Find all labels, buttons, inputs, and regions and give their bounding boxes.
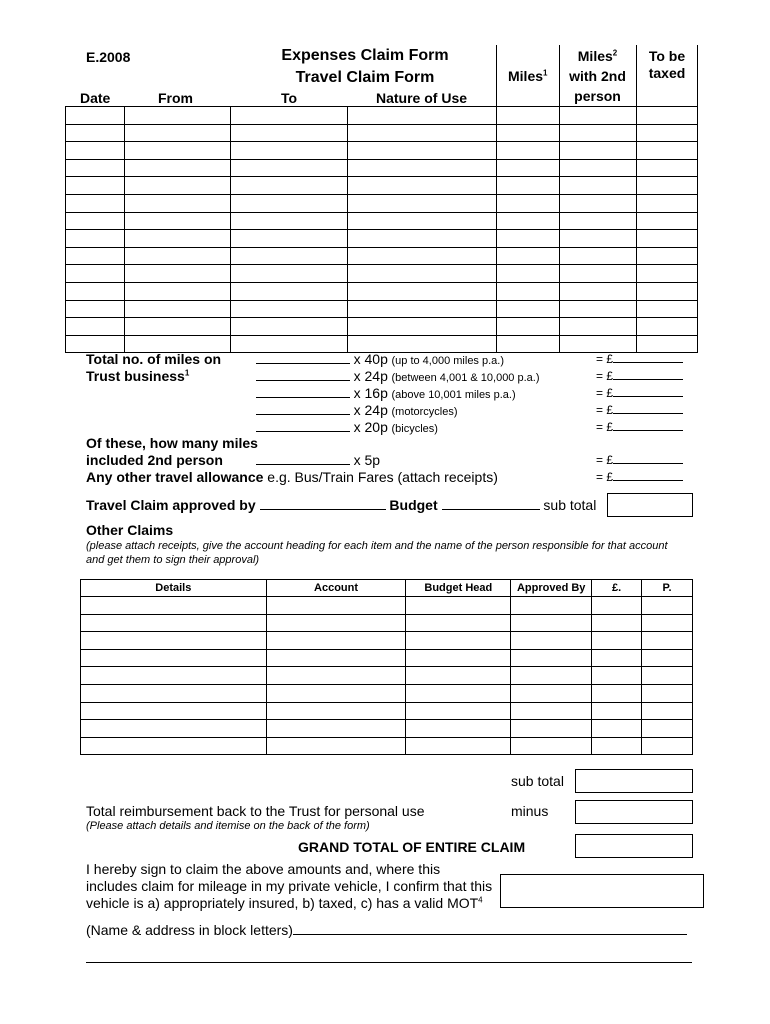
travel-cell[interactable] <box>66 177 125 195</box>
travel-cell[interactable] <box>637 107 698 125</box>
other-claims-note: (please attach receipts, give the account heading for each item and the name of the person responsible for that account and get them to sign their approval) <box>86 540 668 566</box>
travel-cell[interactable] <box>637 318 698 336</box>
travel-cell[interactable] <box>637 230 698 248</box>
claims-cell[interactable] <box>511 684 592 702</box>
travel-row <box>66 282 698 300</box>
miles-field[interactable] <box>256 363 350 364</box>
travel-row <box>66 142 698 160</box>
claims-cell[interactable] <box>406 720 511 738</box>
claims-cell[interactable] <box>81 720 267 738</box>
claims-row <box>81 667 693 685</box>
claims-row <box>81 597 693 615</box>
travel-cell[interactable] <box>348 159 497 177</box>
claims-row <box>81 737 693 755</box>
form-code: E.2008 <box>86 49 131 65</box>
claims-cell[interactable] <box>511 720 592 738</box>
travel-cell[interactable] <box>348 282 497 300</box>
travel-cell[interactable] <box>497 230 560 248</box>
claims-cell[interactable] <box>592 684 642 702</box>
rate-amount: = £ <box>596 402 683 417</box>
travel-row <box>66 212 698 230</box>
claims-cell[interactable] <box>266 614 406 632</box>
travel-cell[interactable] <box>231 142 348 160</box>
travel-cell[interactable] <box>560 300 637 318</box>
claims-cell[interactable] <box>81 737 267 755</box>
travel-cell[interactable] <box>125 107 231 125</box>
travel-cell[interactable] <box>348 300 497 318</box>
travel-cell[interactable] <box>231 107 348 125</box>
claims-cell[interactable] <box>81 614 267 632</box>
miles-header: Miles$^1$ <box>508 68 548 84</box>
claims-row <box>81 702 693 720</box>
travel-cell[interactable] <box>231 300 348 318</box>
claims-row <box>81 649 693 667</box>
claims-cell[interactable] <box>511 737 592 755</box>
travel-cell[interactable] <box>497 265 560 283</box>
claims-cell[interactable] <box>406 702 511 720</box>
travel-cell[interactable] <box>560 318 637 336</box>
travel-row <box>66 159 698 177</box>
travel-cell[interactable] <box>66 194 125 212</box>
rate-amount: = £ <box>596 368 683 383</box>
travel-table <box>65 106 698 353</box>
rate-amount-field[interactable] <box>613 379 683 380</box>
travel-row <box>66 265 698 283</box>
taxed-header: To be taxed <box>648 48 686 81</box>
travel-cell[interactable] <box>125 265 231 283</box>
rate-amount: = £ <box>596 385 683 400</box>
rate-row <box>256 351 504 367</box>
travel-cell[interactable] <box>231 265 348 283</box>
claims-cell[interactable] <box>406 614 511 632</box>
claims-cell[interactable] <box>592 632 642 650</box>
rate-amount-field[interactable] <box>613 430 683 431</box>
claims-row <box>81 632 693 650</box>
name-address-field[interactable] <box>293 934 687 935</box>
claims-cell[interactable] <box>81 702 267 720</box>
travel-cell[interactable] <box>125 318 231 336</box>
second-person-amount: = £ <box>596 452 683 467</box>
travel-cell[interactable] <box>560 124 637 142</box>
claims-cell[interactable] <box>642 632 693 650</box>
claims-row <box>81 614 693 632</box>
claims-cell[interactable] <box>81 632 267 650</box>
claims-cell[interactable] <box>642 684 693 702</box>
approval-row: Travel Claim approved by Budget sub total <box>86 497 597 513</box>
rate-note: (between 4,001 & 10,000 p.a.) <box>391 372 540 384</box>
claims-subtotal-box[interactable] <box>575 769 693 793</box>
second-person-label-2: included 2nd person <box>86 452 223 468</box>
claims-cell[interactable] <box>511 614 592 632</box>
other-claims-table <box>80 579 693 755</box>
travel-cell[interactable] <box>125 212 231 230</box>
claims-cell[interactable] <box>642 614 693 632</box>
claims-cell[interactable] <box>81 597 267 615</box>
travel-row <box>66 194 698 212</box>
second-person-amount-field[interactable] <box>613 463 683 464</box>
travel-cell[interactable] <box>497 107 560 125</box>
claims-cell[interactable] <box>81 649 267 667</box>
approved-by-field[interactable] <box>260 509 386 510</box>
claims-cell[interactable] <box>511 597 592 615</box>
form-subtitle: Travel Claim Form <box>295 69 435 86</box>
rate-amount-field[interactable] <box>613 396 683 397</box>
rate-row <box>256 385 516 401</box>
from-header: From <box>158 90 193 106</box>
travel-cell[interactable] <box>497 335 560 353</box>
travel-cell[interactable] <box>497 177 560 195</box>
claims-cell[interactable] <box>642 737 693 755</box>
second-person-label-1: Of these, how many miles <box>86 435 258 451</box>
claims-header-cell: Approved By <box>511 580 592 597</box>
travel-cell[interactable] <box>497 247 560 265</box>
travel-cell[interactable] <box>497 159 560 177</box>
travel-cell[interactable] <box>637 265 698 283</box>
travel-cell[interactable] <box>560 212 637 230</box>
miles-field[interactable] <box>256 414 350 415</box>
travel-cell[interactable] <box>497 300 560 318</box>
travel-cell[interactable] <box>66 318 125 336</box>
rate-note: (up to 4,000 miles p.a.) <box>391 355 505 367</box>
travel-cell[interactable] <box>348 177 497 195</box>
travel-cell[interactable] <box>497 212 560 230</box>
claims-cell[interactable] <box>511 632 592 650</box>
grand-total-box[interactable] <box>575 834 693 858</box>
claims-cell[interactable] <box>592 737 642 755</box>
rate-value: x 24p <box>353 402 388 418</box>
travel-cell[interactable] <box>125 300 231 318</box>
claims-header-cell: P. <box>642 580 693 597</box>
claims-cell[interactable] <box>266 720 406 738</box>
travel-row <box>66 124 698 142</box>
grand-total-label: GRAND TOTAL OF ENTIRE CLAIM <box>298 839 526 855</box>
travel-cell[interactable] <box>66 300 125 318</box>
travel-cell[interactable] <box>231 124 348 142</box>
travel-cell[interactable] <box>637 124 698 142</box>
claims-cell[interactable] <box>266 597 406 615</box>
claims-cell[interactable] <box>592 667 642 685</box>
claims-cell[interactable] <box>406 684 511 702</box>
travel-cell[interactable] <box>125 177 231 195</box>
second-person-rate-row: x 5p <box>256 452 380 468</box>
travel-cell[interactable] <box>231 318 348 336</box>
travel-cell[interactable] <box>66 282 125 300</box>
miles-2nd-header: Miles$^2$ with 2nd person <box>569 48 626 104</box>
claims-cell[interactable] <box>592 649 642 667</box>
travel-cell[interactable] <box>231 212 348 230</box>
travel-cell[interactable] <box>560 194 637 212</box>
travel-cell[interactable] <box>560 247 637 265</box>
claims-cell[interactable] <box>642 720 693 738</box>
travel-cell[interactable] <box>125 142 231 160</box>
claims-cell[interactable] <box>266 702 406 720</box>
travel-cell[interactable] <box>348 212 497 230</box>
claims-cell[interactable] <box>406 597 511 615</box>
miles-field[interactable] <box>256 431 350 432</box>
claims-cell[interactable] <box>511 702 592 720</box>
other-travel-amount-field[interactable] <box>613 480 683 481</box>
to-header: To <box>281 90 298 106</box>
travel-cell[interactable] <box>348 124 497 142</box>
claims-cell[interactable] <box>266 632 406 650</box>
travel-cell[interactable] <box>348 318 497 336</box>
rate-row <box>256 368 540 384</box>
travel-cell[interactable] <box>66 142 125 160</box>
travel-cell[interactable] <box>125 282 231 300</box>
travel-cell[interactable] <box>231 159 348 177</box>
total-miles-label: Total no. of miles on <box>86 351 222 367</box>
travel-cell[interactable] <box>637 212 698 230</box>
claims-cell[interactable] <box>406 649 511 667</box>
claims-cell[interactable] <box>406 632 511 650</box>
travel-cell[interactable] <box>66 247 125 265</box>
claims-cell[interactable] <box>266 649 406 667</box>
declaration-text: I hereby sign to claim the above amounts and, where this includes claim for mileage in my private vehicle, I confirm that this vehicle is a) appropriately insured, b) taxed, c) has a valid MOT$^4$ <box>86 861 493 911</box>
travel-cell[interactable] <box>637 282 698 300</box>
claims-cell[interactable] <box>81 667 267 685</box>
travel-cell[interactable] <box>637 142 698 160</box>
name-address-row: (Name & address in block letters) <box>86 922 687 938</box>
claims-header-cell: Budget Head <box>406 580 511 597</box>
travel-cell[interactable] <box>66 230 125 248</box>
travel-cell[interactable] <box>125 230 231 248</box>
travel-cell[interactable] <box>348 194 497 212</box>
travel-cell[interactable] <box>560 282 637 300</box>
rate-note: (above 10,001 miles p.a.) <box>391 389 516 401</box>
travel-cell[interactable] <box>231 247 348 265</box>
claims-cell[interactable] <box>406 667 511 685</box>
travel-cell[interactable] <box>125 247 231 265</box>
travel-cell[interactable] <box>497 194 560 212</box>
claims-cell[interactable] <box>511 649 592 667</box>
other-travel-label: Any other travel allowance e.g. Bus/Train Fares (attach receipts) <box>86 469 498 485</box>
travel-cell[interactable] <box>560 230 637 248</box>
travel-cell[interactable] <box>637 194 698 212</box>
travel-cell[interactable] <box>637 177 698 195</box>
miles-field[interactable] <box>256 380 350 381</box>
second-person-miles-field[interactable] <box>256 464 350 465</box>
rate-row <box>256 419 438 435</box>
reimbursement-note: (Please attach details and itemise on the back of the form) <box>86 820 370 832</box>
other-travel-amount: = £ <box>596 469 683 484</box>
reimbursement-label: Total reimbursement back to the Trust for personal use <box>86 803 425 819</box>
travel-cell[interactable] <box>497 318 560 336</box>
claims-header-cell: Account <box>266 580 406 597</box>
form-title: Expenses Claim Form <box>281 47 449 64</box>
rate-value: x 24p <box>353 368 388 384</box>
travel-cell[interactable] <box>497 124 560 142</box>
claims-cell[interactable] <box>592 720 642 738</box>
other-claims-title: Other Claims <box>86 522 174 538</box>
travel-row <box>66 177 698 195</box>
rate-note: (motorcycles) <box>391 406 458 418</box>
claims-cell[interactable] <box>642 649 693 667</box>
budget-field[interactable] <box>442 509 540 510</box>
travel-cell[interactable] <box>66 212 125 230</box>
miles-field[interactable] <box>256 397 350 398</box>
date-header: Date <box>80 90 111 106</box>
rate-value: x 40p <box>353 351 388 367</box>
travel-cell[interactable] <box>125 194 231 212</box>
travel-cell[interactable] <box>497 282 560 300</box>
claims-cell[interactable] <box>266 737 406 755</box>
claims-row <box>81 684 693 702</box>
claims-cell[interactable] <box>592 702 642 720</box>
travel-cell[interactable] <box>637 300 698 318</box>
claims-header-cell: £. <box>592 580 642 597</box>
travel-row <box>66 318 698 336</box>
subtotal-label: sub total <box>511 773 564 789</box>
travel-cell[interactable] <box>231 230 348 248</box>
travel-cell[interactable] <box>231 282 348 300</box>
travel-cell[interactable] <box>560 142 637 160</box>
travel-cell[interactable] <box>231 177 348 195</box>
nature-header: Nature of Use <box>376 90 468 106</box>
claims-cell[interactable] <box>406 737 511 755</box>
travel-row <box>66 247 698 265</box>
trust-business-label: Trust business$^1$ <box>86 368 190 384</box>
travel-cell[interactable] <box>560 107 637 125</box>
claims-cell[interactable] <box>592 614 642 632</box>
travel-cell[interactable] <box>560 265 637 283</box>
claims-cell[interactable] <box>642 667 693 685</box>
travel-cell[interactable] <box>560 177 637 195</box>
travel-cell[interactable] <box>348 230 497 248</box>
rate-amount-field[interactable] <box>613 413 683 414</box>
claims-cell[interactable] <box>642 702 693 720</box>
claims-cell[interactable] <box>266 684 406 702</box>
travel-cell[interactable] <box>348 107 497 125</box>
minus-label: minus <box>511 803 549 819</box>
travel-cell[interactable] <box>497 142 560 160</box>
travel-cell[interactable] <box>66 159 125 177</box>
travel-cell[interactable] <box>348 142 497 160</box>
travel-row <box>66 300 698 318</box>
rate-row <box>256 402 458 418</box>
travel-subtotal-box[interactable] <box>607 493 693 517</box>
rate-amount: = £ <box>596 419 683 434</box>
signature-box[interactable] <box>500 874 704 908</box>
reimbursement-box[interactable] <box>575 800 693 824</box>
rate-value: x 16p <box>353 385 388 401</box>
claims-header-cell: Details <box>81 580 267 597</box>
travel-cell[interactable] <box>125 124 231 142</box>
travel-cell[interactable] <box>637 247 698 265</box>
travel-cell[interactable] <box>125 159 231 177</box>
rate-amount-field[interactable] <box>613 362 683 363</box>
rate-value: x 20p <box>353 419 388 435</box>
travel-cell[interactable] <box>348 247 497 265</box>
claims-cell[interactable] <box>511 667 592 685</box>
travel-row <box>66 107 698 125</box>
travel-cell[interactable] <box>637 159 698 177</box>
claims-cell[interactable] <box>642 597 693 615</box>
travel-cell[interactable] <box>66 107 125 125</box>
travel-cell[interactable] <box>66 265 125 283</box>
claims-row <box>81 720 693 738</box>
claims-cell[interactable] <box>592 597 642 615</box>
claims-cell[interactable] <box>81 684 267 702</box>
address-line[interactable] <box>86 962 692 963</box>
travel-cell[interactable] <box>66 124 125 142</box>
travel-cell[interactable] <box>231 194 348 212</box>
rate-note: (bicycles) <box>391 423 438 435</box>
rate-amount: = £ <box>596 351 683 366</box>
claims-cell[interactable] <box>266 667 406 685</box>
travel-cell[interactable] <box>348 265 497 283</box>
travel-cell[interactable] <box>560 159 637 177</box>
travel-row <box>66 230 698 248</box>
